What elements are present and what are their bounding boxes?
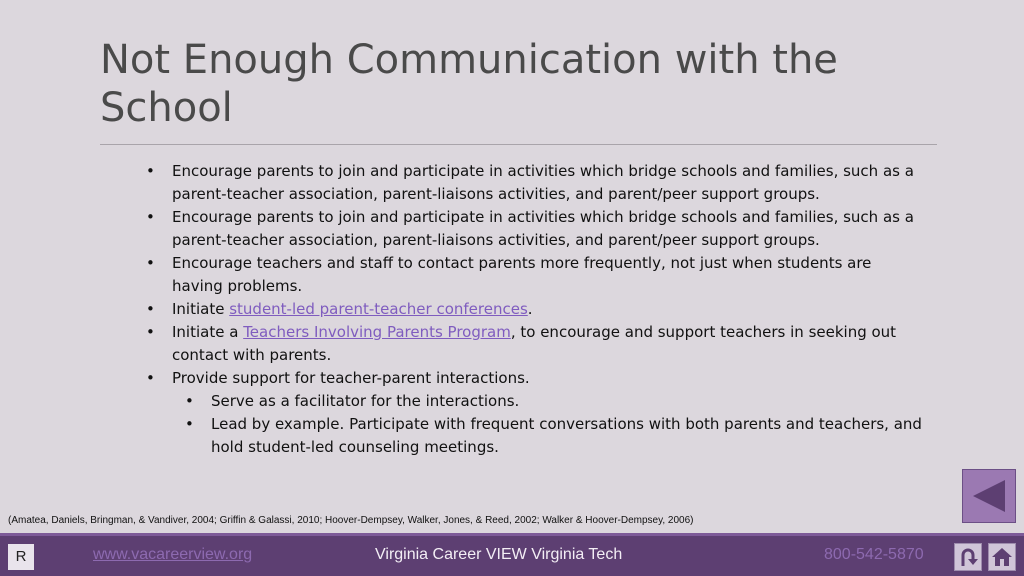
- home-icon: [991, 546, 1013, 568]
- bullet-item-conferences: [146, 298, 926, 321]
- footer-bar: [0, 533, 1024, 576]
- bullet-text: .: [527, 300, 533, 318]
- bullet-item: • Provide support for teacher-parent interactions.: [146, 367, 926, 390]
- citation-text: (Amatea, Daniels, Bringman, & Vandiver, 2004; Griffin & Galassi, 2010; Hoover-Dempsey, Walker, Jones, & Reed, 2002; Walker & Hoover-Dempsey, 2006): [8, 515, 694, 526]
- back-triangle-icon: [969, 476, 1009, 516]
- footer-phone: 800-542-5870: [824, 546, 924, 563]
- return-button[interactable]: [954, 543, 982, 571]
- bullet-list: [146, 160, 926, 459]
- bullet-text: Initiate: [172, 300, 230, 318]
- sub-bullet-item: • Serve as a facilitator for the interactions.: [146, 390, 926, 413]
- title-divider: [100, 144, 937, 145]
- return-arrow-icon: [957, 546, 979, 568]
- bullet-item-tip-program: [146, 321, 926, 367]
- bullet-item: • Encourage parents to join and participate in activities which bridge schools and families, such as a parent-teacher association, parent-liaisons activities, and parent/peer support groups.: [146, 160, 926, 206]
- sub-bullet-item: • Lead by example. Participate with frequent conversations with both parents and teachers, and hold student-led counseling meetings.: [146, 413, 926, 459]
- slide-title: Not Enough Communication with the School: [100, 37, 838, 131]
- footer-title: Virginia Career VIEW Virginia Tech: [375, 546, 623, 563]
- conferences-link[interactable]: student-led parent-teacher conferences: [229, 300, 528, 318]
- r-button[interactable]: R: [8, 544, 34, 570]
- tip-program-link[interactable]: Teachers Involving Parents Program: [243, 323, 511, 341]
- back-button[interactable]: [962, 469, 1016, 523]
- bullet-item: • Encourage teachers and staff to contact parents more frequently, not just when students are having problems.: [146, 252, 926, 298]
- home-button[interactable]: [988, 543, 1016, 571]
- bullet-item: • Encourage parents to join and participate in activities which bridge schools and families, such as a parent-teacher association, parent-liaisons activities, and parent/peer support groups.: [146, 206, 926, 252]
- slide-content: [146, 160, 926, 459]
- website-link[interactable]: www.vacareerview.org: [93, 546, 253, 563]
- bullet-text: Initiate a: [172, 323, 244, 341]
- bullet-text: , to encourage and support teachers in seeking out contact with parents.: [172, 323, 897, 364]
